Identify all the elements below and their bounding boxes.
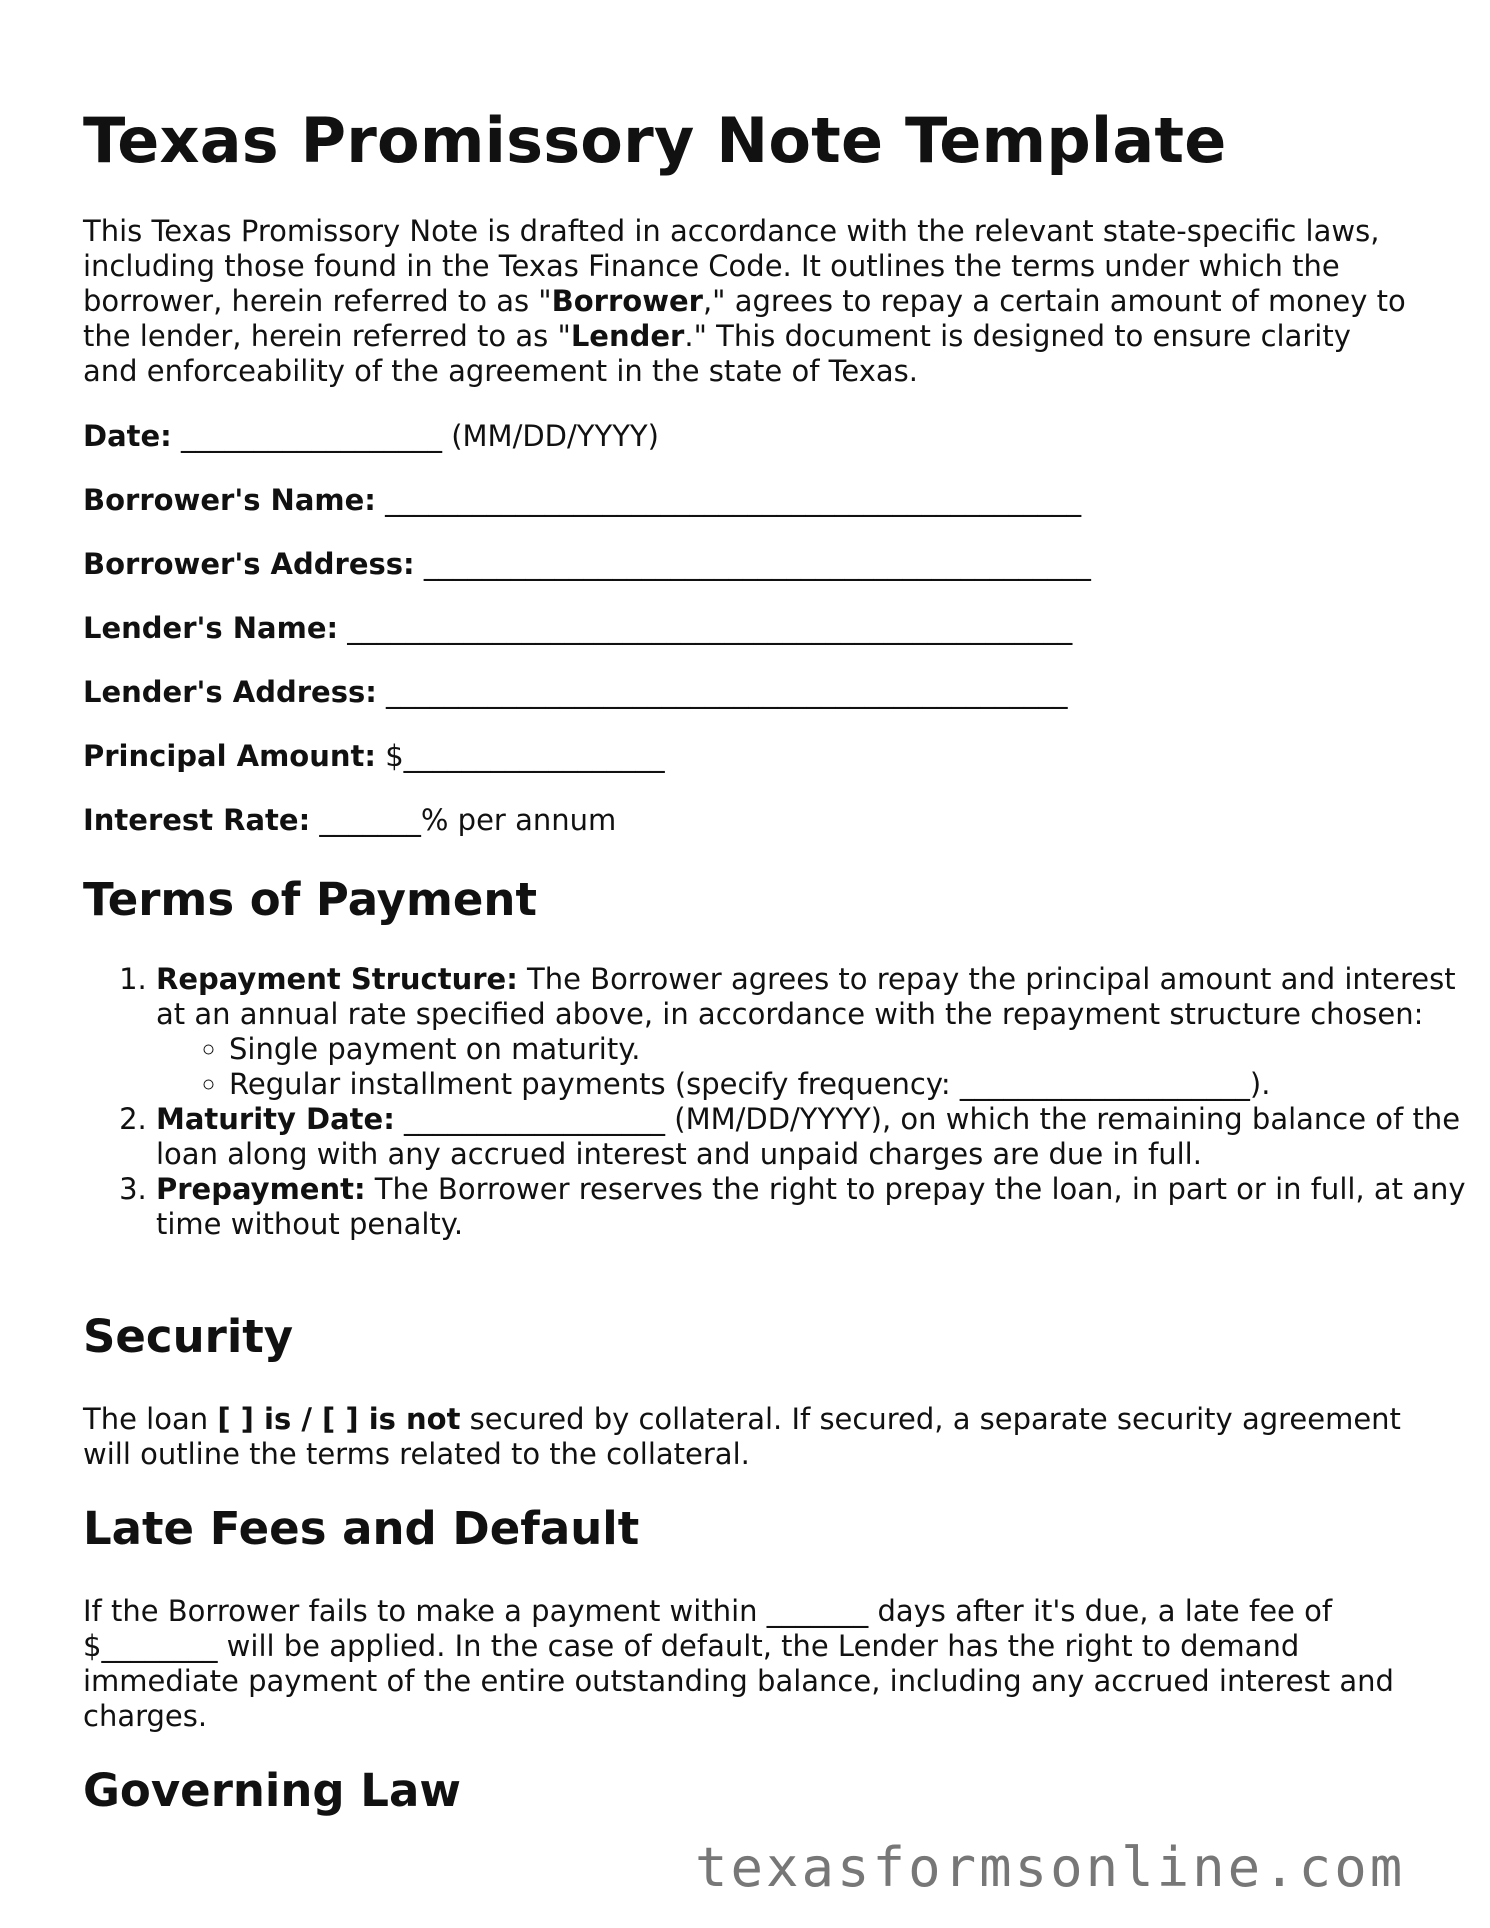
lender-address-field: [83, 675, 1068, 710]
security-heading: Security: [83, 1310, 294, 1363]
lender-address-label: Lender's Address:: [83, 675, 377, 709]
lender-address-blank: _______________________________________________: [376, 675, 1068, 709]
terms-list: [83, 962, 1486, 1242]
prepayment-label: Prepayment:: [156, 1172, 366, 1206]
security-text-2: secured by collateral. If secured, a separate security agreement will outline the terms related to the collateral.: [83, 1402, 1401, 1471]
security-paragraph: [83, 1402, 1413, 1472]
late-fees-heading: Late Fees and Default: [83, 1502, 640, 1555]
borrower-term: Borrower: [551, 284, 703, 318]
interest-rate-label: Interest Rate:: [83, 803, 311, 837]
borrower-address-field: [83, 547, 1091, 582]
prepayment-text: The Borrower reserves the right to prepay the loan, in part or in full, at any time without penalty.: [156, 1172, 1466, 1241]
maturity-date-label: Maturity Date:: [156, 1102, 395, 1136]
list-item: [156, 1102, 1486, 1172]
principal-amount-label: Principal Amount:: [83, 739, 376, 773]
terms-of-payment-heading: Terms of Payment: [83, 873, 537, 926]
intro-text-2: ," agrees to repay a certain amount of money to the lender, herein referred to as ": [83, 284, 1406, 353]
lender-name-label: Lender's Name:: [83, 611, 339, 645]
list-item: ◦ Single payment on maturity.: [229, 1032, 1486, 1067]
document-title: Texas Promissory Note Template: [83, 104, 1227, 177]
repayment-structure-text: The Borrower agrees to repay the principal amount and interest at an annual rate specified above, in accordance with the repayment structure chosen:: [156, 962, 1456, 1031]
borrower-name-field: [83, 483, 1081, 518]
lender-name-field: [83, 611, 1072, 646]
maturity-date-text: __________________ (MM/DD/YYYY), on which the remaining balance of the loan along with any accrued interest and unpaid charges are due in full.: [156, 1102, 1461, 1171]
list-item: [156, 1172, 1486, 1242]
intro-text-3: ." This document is designed to ensure clarity and enforceability of the agreement in the state of Texas.: [83, 319, 1351, 388]
watermark: texasformsonline.com: [695, 1836, 1406, 1899]
borrower-name-label: Borrower's Name:: [83, 483, 376, 517]
lender-name-blank: __________________________________________________: [338, 611, 1073, 645]
date-label: Date:: [83, 419, 172, 453]
intro-text-1: This Texas Promissory Note is drafted in accordance with the relevant state-specific laws, including those found in the Texas Finance Code. It outlines the terms under which the borrower, herein referred to as ": [83, 214, 1380, 318]
security-options: [ ] is / [ ] is not: [217, 1402, 461, 1436]
borrower-address-label: Borrower's Address:: [83, 547, 415, 581]
list-item: [156, 962, 1486, 1102]
security-text-1: The loan: [83, 1402, 218, 1436]
governing-law-heading: Governing Law: [83, 1764, 461, 1817]
late-fees-paragraph: If the Borrower fails to make a payment within _______ days after it's due, a late fee of $________ will be applied. In the case of default, the Lender has the right to demand immediate payment of the entire outstanding balance, including any accrued interest and charges.: [83, 1594, 1394, 1733]
lender-term: Lender: [570, 319, 685, 353]
interest-rate-blank: _______% per annum: [310, 803, 617, 837]
repayment-options-list: [156, 1032, 1486, 1102]
date-blank: __________________ (MM/DD/YYYY): [171, 419, 659, 453]
intro-paragraph: [83, 214, 1413, 389]
principal-amount-blank: $__________________: [375, 739, 665, 773]
borrower-address-blank: ______________________________________________: [414, 547, 1091, 581]
principal-amount-field: [83, 739, 665, 774]
repayment-structure-label: Repayment Structure:: [156, 962, 518, 996]
interest-rate-field: [83, 803, 616, 838]
date-field: [83, 419, 659, 454]
borrower-name-blank: ________________________________________________: [375, 483, 1082, 517]
list-item: ◦ Regular installment payments (specify frequency: ____________________).: [229, 1067, 1486, 1102]
